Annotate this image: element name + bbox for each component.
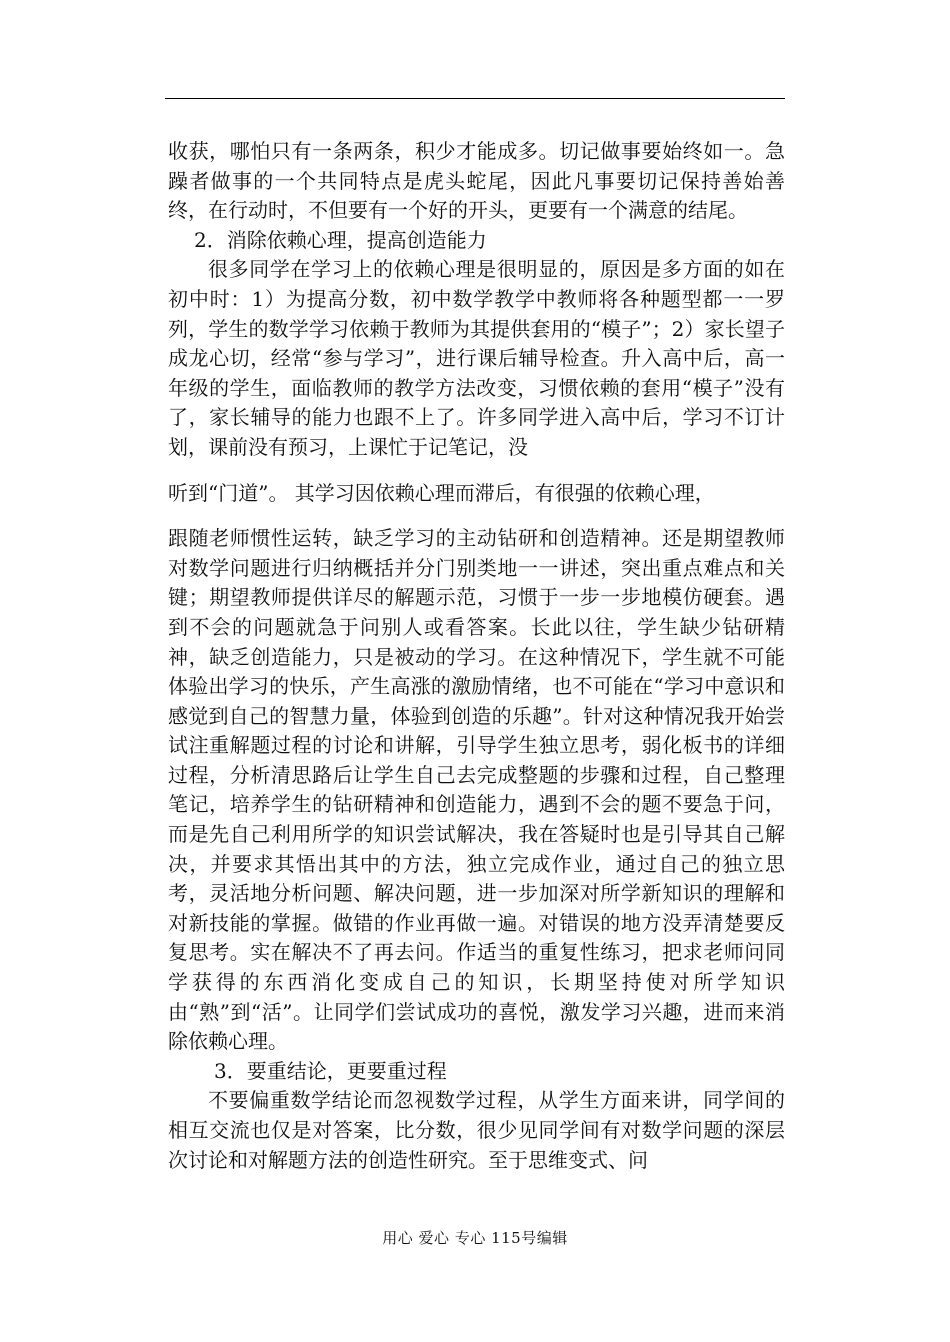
- section-heading-3: 3．要重结论，更要重过程: [214, 1058, 447, 1083]
- header-rule: [165, 98, 785, 99]
- paragraph: 很多同学在学习上的依赖心理是很明显的，原因是多方面的如在初中时：1）为提高分数，初中数学教学中教师将各种题型都一一罗列，学生的数学学习依赖于教师为其提供套用的“模子”；2）家长望子成龙心切，经常“参与学习”，进行课后辅导检查。升入高中后，高一年级的学生，面临教师的教学方法改变，习惯依赖的套用“模子”没有了，家长辅导的能力也跟不上了。许多同学进入高中后，学习不订计划，课前没有预习，上课忙于记笔记，没: [168, 257, 785, 459]
- section-heading-2: 2．消除依赖心理，提高创造能力: [194, 227, 487, 252]
- page-footer: 用心 爱心 专心 115号编辑: [382, 1229, 568, 1247]
- paragraph: 跟随老师惯性运转，缺乏学习的主动钻研和创造精神。还是期望教师对数学问题进行归纳概括并分门别类地一一讲述，突出重点难点和关键；期望教师提供详尽的解题示范，习惯于一步一步地模仿硬套。遇到不会的问题就急于问别人或看答案。长此以往，学生缺少钻研精神，缺乏创造能力，只是被动的学习。在这种情况下，学生就不可能体验出学习的快乐，产生高涨的激励情绪，也不可能在“学习中意识和感觉到自己的智慧力量，体验到创造的乐趣”。针对这种情况我开始尝试注重解题过程的讨论和讲解，引导学生独立思考，弱化板书的详细过程，分析清思路后让学生自己去完成整题的步骤和过程，自己整理笔记，培养学生的钻研精神和创造能力，遇到不会的题不要急于问，而是先自己利用所学的知识尝试解决，我在答疑时也是引导其自己解决，并要求其悟出其中的方法，独立完成作业，通过自己的独立思考，灵活地分析问题、解决问题，进一步加深对所学新知识的理解和对新技能的掌握。做错的作业再做一遍。对错误的地方没弄清楚要反复思考。实在解决不了再去问。作适当的重复性练习，把求老师问同学获得的东西消化变成自己的知识，长期坚持使对所学知识由“熟”到“活”。让同学们尝试成功的喜悦，激发学习兴趣，进而来消除依赖心理。: [168, 526, 785, 1054]
- paragraph-line: 听到“门道”。 其学习因依赖心理而滞后，有很强的依赖心理，: [168, 480, 715, 505]
- paragraph-continuation: 收获，哪怕只有一条两条，积少才能成多。切记做事要始终如一。急躁者做事的一个共同特点是虎头蛇尾，因此凡事要切记保持善始善终，在行动时，不但要有一个好的开头，更要有一个满意的结尾。: [168, 139, 785, 223]
- body-text: [168, 137, 785, 1175]
- paragraph: 不要偏重数学结论而忽视数学过程，从学生方面来讲，同学间的相互交流也仅是对答案，比分数，很少见同学间有对数学问题的深层次讨论和对解题方法的创造性研究。至于思维变式、问: [168, 1088, 785, 1172]
